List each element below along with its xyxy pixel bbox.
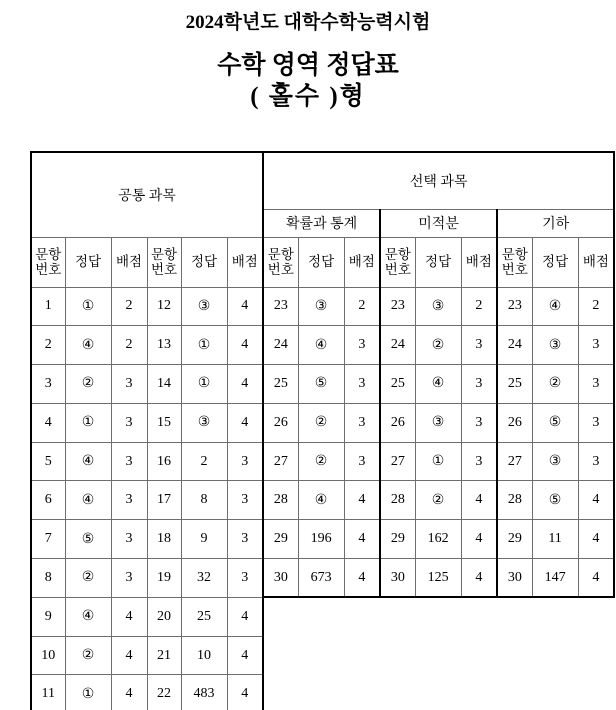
cell-question-number: 15 [147,403,181,442]
table-row [31,675,614,710]
cell-answer: 10 [181,636,227,675]
cell-points: 3 [111,559,147,598]
cell-answer: ④ [298,326,344,365]
cell-answer: ⑤ [532,481,578,520]
cell-answer: ③ [415,287,461,326]
cell-points: 3 [111,403,147,442]
cell-answer: ① [181,326,227,365]
cell-points: 4 [578,481,614,520]
cell-points: 3 [344,326,380,365]
cell-answer: 9 [181,520,227,559]
cell-question-number: 26 [380,403,415,442]
cell-points: 3 [111,442,147,481]
cell-answer: ① [181,365,227,404]
cell-answer: ② [415,481,461,520]
column-header-number: 문항 번호 [497,237,532,287]
cell-points: 4 [227,326,263,365]
cell-answer: 2 [181,442,227,481]
cell-question-number: 13 [147,326,181,365]
table-row [31,597,614,636]
page-title-block [0,0,616,112]
cell-points: 3 [461,365,497,404]
cell-points: 4 [227,365,263,404]
cell-points: 2 [111,326,147,365]
cell-answer: ⑤ [532,403,578,442]
cell-points: 2 [111,287,147,326]
cell-question-number: 10 [31,636,65,675]
column-header-number: 문항 번호 [380,237,415,287]
cell-points: 3 [111,365,147,404]
cell-points: 4 [111,675,147,710]
cell-question-number: 30 [263,559,298,598]
cell-points: 2 [344,287,380,326]
cell-question-number: 28 [263,481,298,520]
cell-question-number: 18 [147,520,181,559]
form-type-label: ( 홀수 )형 [250,83,366,111]
cell-question-number: 5 [31,442,65,481]
column-header-points: 배점 [344,237,380,287]
cell-points: 3 [344,403,380,442]
cell-points: 3 [227,481,263,520]
column-header-number: 문항 번호 [147,237,181,287]
empty-area [263,597,614,636]
cell-points: 4 [227,636,263,675]
cell-answer: 196 [298,520,344,559]
cell-points: 4 [227,287,263,326]
subject-header-3: 기하 [497,209,614,237]
answer-table-body [31,152,614,710]
group-header-row [31,152,614,209]
cell-question-number: 24 [263,326,298,365]
cell-question-number: 11 [31,675,65,710]
table-row [31,481,614,520]
exam-year-title: 2024학년도 대학수학능력시험 [185,12,431,33]
cell-points: 2 [578,287,614,326]
table-row [31,287,614,326]
cell-question-number: 30 [497,559,532,598]
table-row [31,365,614,404]
column-header-points: 배점 [461,237,497,287]
cell-answer: ① [65,287,111,326]
cell-answer: ④ [532,287,578,326]
cell-question-number: 29 [263,520,298,559]
cell-answer: ① [65,403,111,442]
cell-points: 4 [111,636,147,675]
group-header-common: 공통 과목 [31,152,263,237]
answer-table-container [30,151,609,702]
table-row [31,636,614,675]
cell-question-number: 24 [497,326,532,365]
cell-points: 4 [227,675,263,710]
cell-answer: ② [65,365,111,404]
column-header-number: 문항 번호 [263,237,298,287]
table-row [31,326,614,365]
cell-question-number: 19 [147,559,181,598]
cell-question-number: 28 [380,481,415,520]
cell-answer: 11 [532,520,578,559]
table-row [31,520,614,559]
cell-question-number: 28 [497,481,532,520]
cell-points: 4 [461,559,497,598]
answer-key-table [30,151,615,710]
cell-points: 4 [578,520,614,559]
cell-answer: ⑤ [65,520,111,559]
cell-points: 3 [344,442,380,481]
cell-answer: 125 [415,559,461,598]
cell-answer: ④ [65,442,111,481]
cell-points: 3 [578,403,614,442]
cell-points: 3 [578,365,614,404]
cell-points: 3 [227,559,263,598]
cell-answer: ② [532,365,578,404]
column-header-answer: 정답 [298,237,344,287]
empty-area [263,636,614,675]
cell-question-number: 27 [380,442,415,481]
cell-answer: ② [65,636,111,675]
cell-points: 4 [461,520,497,559]
cell-answer: 32 [181,559,227,598]
cell-points: 2 [461,287,497,326]
cell-answer: ④ [65,597,111,636]
cell-points: 4 [344,520,380,559]
cell-question-number: 22 [147,675,181,710]
cell-answer: ③ [181,403,227,442]
cell-answer: ④ [65,326,111,365]
cell-answer: 8 [181,481,227,520]
cell-question-number: 14 [147,365,181,404]
cell-question-number: 27 [497,442,532,481]
table-row [31,442,614,481]
table-row [31,403,614,442]
cell-points: 4 [111,597,147,636]
cell-answer: 483 [181,675,227,710]
cell-question-number: 29 [380,520,415,559]
cell-points: 4 [344,481,380,520]
cell-question-number: 27 [263,442,298,481]
cell-points: 3 [461,403,497,442]
cell-question-number: 3 [31,365,65,404]
page-title: 수학 영역 정답표 [217,51,399,79]
empty-area [263,675,614,710]
cell-question-number: 6 [31,481,65,520]
cell-question-number: 4 [31,403,65,442]
cell-question-number: 7 [31,520,65,559]
cell-answer: ④ [65,481,111,520]
cell-question-number: 16 [147,442,181,481]
cell-question-number: 29 [497,520,532,559]
cell-points: 3 [461,442,497,481]
cell-answer: ② [415,326,461,365]
cell-points: 3 [578,326,614,365]
column-header-points: 배점 [578,237,614,287]
cell-answer: 162 [415,520,461,559]
cell-question-number: 23 [380,287,415,326]
cell-answer: ③ [532,442,578,481]
cell-answer: ③ [415,403,461,442]
cell-answer: ④ [415,365,461,404]
column-header-row [31,237,614,287]
cell-answer: ⑤ [298,365,344,404]
cell-answer: ③ [532,326,578,365]
cell-points: 4 [344,559,380,598]
subject-header-2: 미적분 [380,209,497,237]
cell-question-number: 8 [31,559,65,598]
cell-answer: ② [298,403,344,442]
cell-question-number: 2 [31,326,65,365]
column-header-number: 문항 번호 [31,237,65,287]
cell-points: 3 [578,442,614,481]
cell-question-number: 23 [263,287,298,326]
cell-points: 4 [578,559,614,598]
cell-question-number: 1 [31,287,65,326]
cell-question-number: 24 [380,326,415,365]
cell-question-number: 25 [263,365,298,404]
cell-points: 4 [227,597,263,636]
cell-answer: 25 [181,597,227,636]
cell-answer: ① [65,675,111,710]
cell-answer: ② [298,442,344,481]
cell-question-number: 25 [497,365,532,404]
cell-question-number: 26 [497,403,532,442]
cell-points: 3 [111,520,147,559]
column-header-answer: 정답 [532,237,578,287]
cell-question-number: 23 [497,287,532,326]
cell-points: 3 [111,481,147,520]
cell-answer: ① [415,442,461,481]
table-row [31,559,614,598]
column-header-points: 배점 [111,237,147,287]
column-header-answer: 정답 [181,237,227,287]
cell-answer: 147 [532,559,578,598]
column-header-answer: 정답 [415,237,461,287]
subject-header-1: 확률과 통계 [263,209,380,237]
cell-points: 3 [227,442,263,481]
cell-points: 4 [461,481,497,520]
cell-question-number: 30 [380,559,415,598]
cell-question-number: 25 [380,365,415,404]
cell-points: 3 [227,520,263,559]
cell-question-number: 17 [147,481,181,520]
cell-points: 3 [344,365,380,404]
cell-answer: ③ [298,287,344,326]
cell-answer: ③ [181,287,227,326]
cell-question-number: 21 [147,636,181,675]
column-header-points: 배점 [227,237,263,287]
cell-question-number: 12 [147,287,181,326]
group-header-elective: 선택 과목 [263,152,614,209]
cell-question-number: 9 [31,597,65,636]
cell-question-number: 26 [263,403,298,442]
cell-points: 3 [461,326,497,365]
column-header-answer: 정답 [65,237,111,287]
cell-points: 4 [227,403,263,442]
cell-answer: ② [65,559,111,598]
cell-question-number: 20 [147,597,181,636]
cell-answer: 673 [298,559,344,598]
cell-answer: ④ [298,481,344,520]
